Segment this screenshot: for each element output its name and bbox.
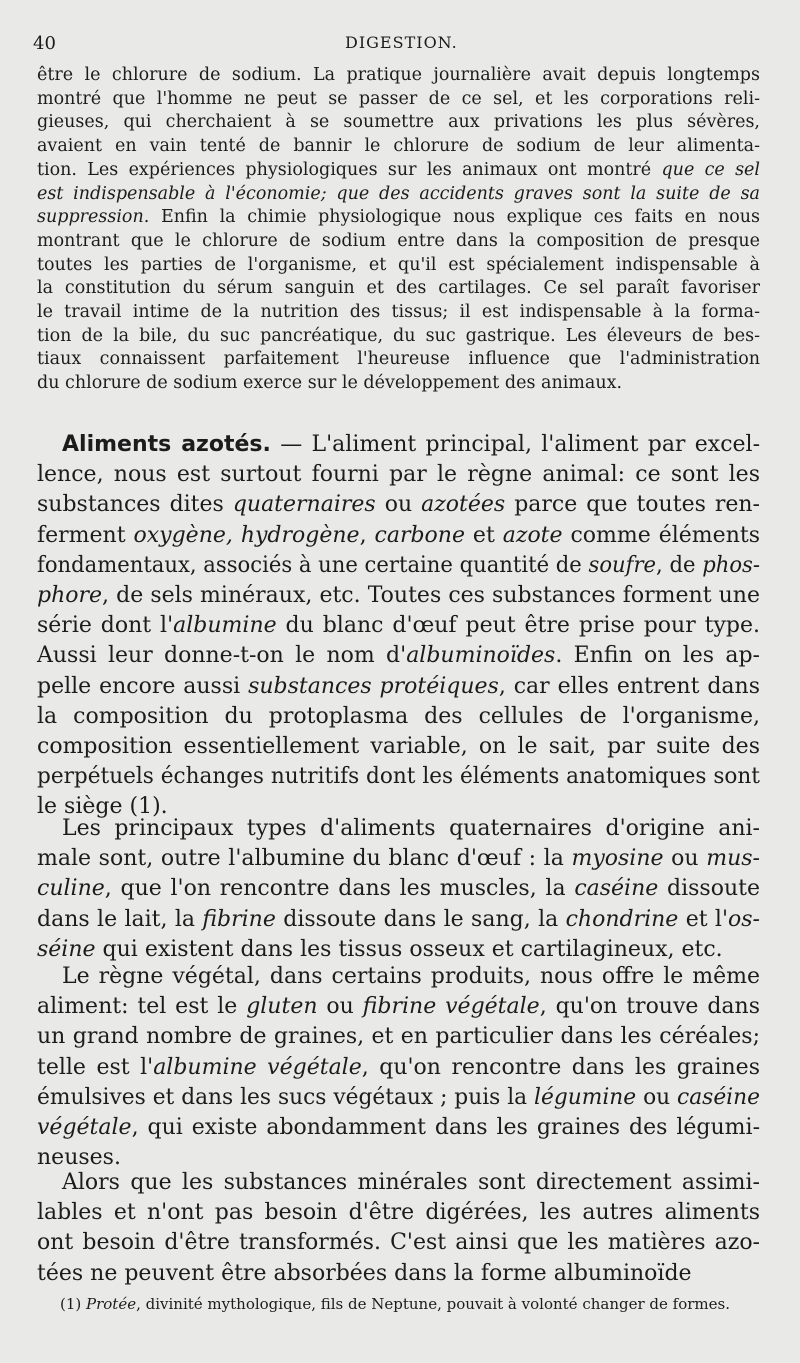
text-run: être le chlorure de sodium. La pratique journalière avait depuis longtemps (37, 65, 760, 85)
text-run: tion de la bile, du suc pancréatique, du suc gastrique. Les éleveurs de bes- (37, 325, 760, 346)
text-line (37, 732, 760, 762)
text-line (37, 277, 760, 301)
text-line (37, 702, 760, 732)
text-run: , qu'on rencontre dans les graines (361, 1054, 760, 1080)
text-run: (1) (60, 1295, 87, 1313)
text-line (37, 1083, 760, 1113)
text-run: Le règne végétal, dans certains produits, nous offre le même (62, 964, 760, 989)
text-run: tiaux connaissent parfaitement l'heureuse influence que l'administration (37, 349, 760, 370)
text-run: . Enfin on les ap- (555, 643, 760, 669)
text-line (37, 230, 760, 254)
text-line (37, 254, 760, 278)
text-run: tion. Les expériences physiologiques sur les animaux ont montré (37, 159, 662, 180)
text-line (37, 490, 760, 520)
text-run: montrant que le chlorure de sodium entre dans la composition de presque (37, 230, 760, 251)
text-line (37, 183, 760, 207)
text-run: , car elles entrent dans (498, 673, 760, 699)
italic-term: caséine (574, 876, 659, 902)
text-line (37, 1228, 760, 1258)
text-run: la composition du protoplasma des cellules de l'organisme, (37, 703, 760, 729)
paragraph-sodium-chloride (37, 64, 760, 396)
italic-term: gluten (246, 994, 318, 1020)
italic-term: albumine végétale (153, 1054, 362, 1080)
text-line (37, 1168, 760, 1198)
text-line (37, 992, 760, 1022)
footnote (60, 1294, 765, 1314)
text-run: du blanc d'œuf peut être prise pour type. (276, 613, 760, 639)
text-line (37, 672, 760, 702)
text-run: perpétuels échanges nutritifs dont les éléments anatomiques sont (37, 764, 760, 790)
text-run: fondamentaux, associés à une certaine quantité de (37, 552, 589, 578)
text-run: dissoute dans le sang, la (275, 906, 566, 932)
italic-term: légumine (534, 1084, 637, 1110)
italic-term: azotées (421, 492, 506, 518)
text-line (37, 874, 760, 904)
text-run: lables et n'ont pas besoin d'être digérées, les autres aliments (37, 1200, 760, 1226)
italic-term: est indispensable à l'économie; que des accidents graves sont la suite de sa (37, 183, 760, 204)
text-run: ferment (37, 522, 134, 548)
text-run: et l' (678, 906, 729, 932)
text-run: le siège (1). (37, 794, 168, 820)
text-run: , qui existe abondamment dans les graines des légumi- (131, 1115, 760, 1141)
text-run: un grand nombre de graines, et en particulier dans les céréales; (37, 1024, 760, 1050)
italic-term: carbone (374, 522, 465, 548)
paragraph-vegetable-foods (37, 962, 760, 1173)
text-run: série dont l' (37, 613, 174, 639)
text-line (37, 935, 760, 965)
text-line (37, 1022, 760, 1052)
italic-term: caséine (677, 1084, 760, 1110)
paragraph-animal-quaternary-foods (37, 814, 760, 965)
text-run: , qu'on trouve dans (539, 994, 760, 1020)
italic-term: suppression. (37, 207, 150, 228)
running-title: DIGESTION. (345, 33, 458, 52)
text-run: émulsives et dans les sucs végétaux ; puis la (37, 1084, 535, 1110)
text-run: — L'aliment principal, l'aliment par excel- (270, 432, 761, 457)
text-line (37, 611, 760, 641)
italic-term: Protée (86, 1295, 137, 1313)
text-run: substances dites (37, 492, 233, 518)
text-run: avaient en vain tenté de bannir le chlorure de sodium de leur alimenta- (37, 136, 760, 157)
text-line (37, 905, 760, 935)
text-run: Enfin la chimie physiologique nous explique ces faits en nous (149, 207, 760, 228)
section-heading: Aliments azotés. (62, 432, 271, 457)
italic-term: albuminoïdes (406, 643, 556, 669)
text-run: Alors que les substances minérales sont directement assimi- (62, 1170, 760, 1195)
text-run: male sont, outre l'albumine du blanc d'œuf : la (37, 846, 572, 872)
text-line (37, 1198, 760, 1228)
text-run: Les principaux types d'aliments quaternaires d'origine ani- (62, 816, 760, 841)
text-line (37, 551, 760, 581)
italic-term: soufre (588, 552, 657, 578)
italic-term: substances protéiques (248, 673, 499, 699)
italic-term: séine (37, 936, 96, 962)
page-number: 40 (33, 33, 56, 54)
italic-term: végétale (37, 1115, 132, 1141)
text-run: lence, nous est surtout fourni par le règne animal: ce sont les (37, 462, 760, 488)
text-run: composition essentiellement variable, on le sait, par suite des (37, 734, 760, 760)
text-run: qui existent dans les tissus osseux et cartilagineux, etc. (95, 936, 723, 962)
text-line (37, 348, 760, 372)
italic-term: myosine (571, 846, 664, 872)
text-line (37, 460, 760, 490)
text-run: , (359, 522, 375, 548)
text-line (37, 64, 760, 88)
text-run: ont besoin d'être transformés. C'est ainsi que les matières azo- (37, 1230, 760, 1256)
text-line (37, 159, 760, 183)
text-line (37, 1259, 760, 1289)
text-run: la constitution du sérum sanguin et des cartilages. Ce sel paraît favoriser (37, 278, 760, 299)
text-line (37, 301, 760, 325)
italic-term: azote (502, 522, 563, 548)
text-run: , que l'on rencontre dans les muscles, la (104, 876, 575, 902)
italic-term: albumine (173, 613, 277, 639)
text-line (37, 814, 760, 844)
text-run: tées ne peuvent être absorbées dans la forme albuminoïde (37, 1260, 692, 1286)
text-line (37, 1053, 760, 1083)
text-run: aliment: tel est le (37, 994, 247, 1020)
text-run: ou (375, 492, 422, 518)
italic-term: chondrine (565, 906, 679, 932)
text-run: montré que l'homme ne peut se passer de ce sel, et les corporations reli- (37, 88, 760, 109)
text-run: neuses. (37, 1145, 121, 1171)
text-line (37, 206, 760, 230)
text-run: du chlorure de sodium exerce sur le développement des animaux. (37, 373, 623, 394)
text-line (37, 430, 760, 460)
text-run: gieuses, qui cherchaient à se soumettre aux privations les plus sévères, (37, 112, 760, 133)
text-run: le travail intime de la nutrition des tissus; il est indispensable à la forma- (37, 302, 760, 323)
text-run: et (464, 522, 503, 548)
italic-term: culine (37, 876, 105, 902)
italic-term: phos- (702, 552, 760, 578)
italic-term: mus- (706, 846, 760, 872)
page-header (33, 33, 760, 59)
text-run: comme éléments (562, 522, 760, 548)
text-line (37, 111, 760, 135)
italic-term: quaternaires (232, 492, 376, 518)
text-run: ou (663, 846, 707, 872)
paragraph-assimilation (37, 1168, 760, 1289)
text-run: dissoute (658, 876, 760, 902)
text-run: Aussi leur donne-t-on le nom d' (37, 643, 407, 669)
italic-term: oxygène, hydrogène (133, 522, 360, 548)
text-line (37, 372, 760, 396)
text-run: pelle encore aussi (37, 673, 249, 699)
text-line (37, 844, 760, 874)
italic-term: phore (37, 583, 103, 609)
italic-term: fibrine (202, 906, 276, 932)
text-run: toutes les parties de l'organisme, et qu'il est spécialement indispensable à (37, 254, 760, 275)
text-run: ou (317, 994, 363, 1020)
text-line (37, 581, 760, 611)
paragraph-nitrogenous-foods (37, 430, 760, 823)
text-run: , de (656, 552, 703, 578)
text-line (37, 135, 760, 159)
text-run: dans le lait, la (37, 906, 203, 932)
text-run: , divinité mythologique, fils de Neptune, pouvait à volonté changer de formes. (136, 1295, 730, 1313)
text-line (37, 1113, 760, 1143)
italic-term: fibrine végétale (362, 994, 540, 1020)
text-line (37, 325, 760, 349)
text-line (37, 762, 760, 792)
text-run: parce que toutes ren- (505, 492, 760, 518)
text-line (37, 88, 760, 112)
italic-term: que ce sel (661, 159, 761, 180)
text-line (37, 521, 760, 551)
italic-term: os- (728, 906, 760, 932)
text-run: , de sels minéraux, etc. Toutes ces substances forment une (102, 583, 760, 609)
text-run: ou (636, 1084, 678, 1110)
text-line (37, 962, 760, 992)
text-line (37, 641, 760, 671)
text-run: telle est l' (37, 1054, 154, 1080)
